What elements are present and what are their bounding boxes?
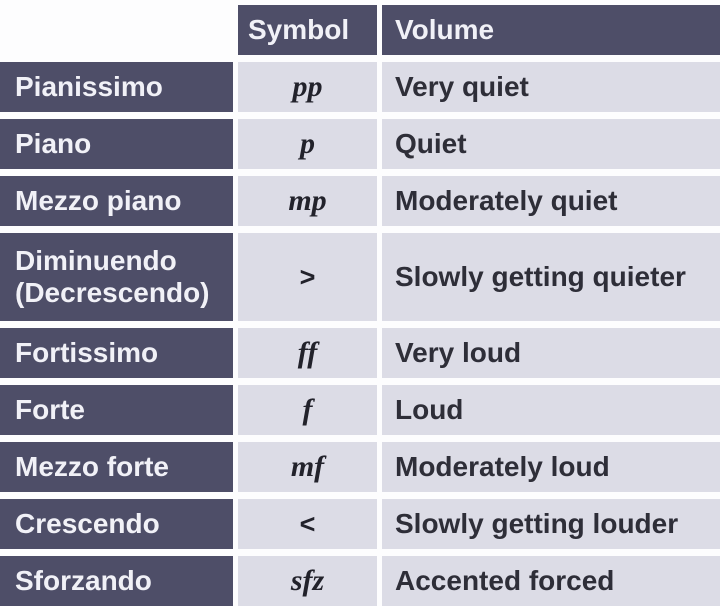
volume-cell: Very loud — [382, 328, 720, 378]
header-corner-spacer — [0, 5, 233, 55]
symbol-cell: ff — [238, 328, 377, 378]
symbol-cell: pp — [238, 62, 377, 112]
header-symbol: Symbol — [238, 5, 377, 55]
term-cell: Crescendo — [0, 499, 233, 549]
term-cell: Pianissimo — [0, 62, 233, 112]
term-cell: Fortissimo — [0, 328, 233, 378]
symbol-cell: < — [238, 499, 377, 549]
volume-cell: Quiet — [382, 119, 720, 169]
term-cell: Diminuendo (Decrescendo) — [0, 233, 233, 321]
volume-cell: Loud — [382, 385, 720, 435]
symbol-cell: sfz — [238, 556, 377, 606]
symbol-cell: mf — [238, 442, 377, 492]
term-cell: Forte — [0, 385, 233, 435]
header-volume: Volume — [382, 5, 720, 55]
volume-cell: Moderately loud — [382, 442, 720, 492]
term-cell: Mezzo forte — [0, 442, 233, 492]
symbol-cell: p — [238, 119, 377, 169]
volume-cell: Very quiet — [382, 62, 720, 112]
symbol-cell: > — [238, 233, 377, 321]
volume-cell: Slowly getting louder — [382, 499, 720, 549]
volume-cell: Moderately quiet — [382, 176, 720, 226]
symbol-cell: mp — [238, 176, 377, 226]
volume-cell: Accented forced — [382, 556, 720, 606]
symbol-cell: f — [238, 385, 377, 435]
term-cell: Piano — [0, 119, 233, 169]
term-cell: Mezzo piano — [0, 176, 233, 226]
term-cell: Sforzando — [0, 556, 233, 606]
volume-cell: Slowly getting quieter — [382, 233, 720, 321]
